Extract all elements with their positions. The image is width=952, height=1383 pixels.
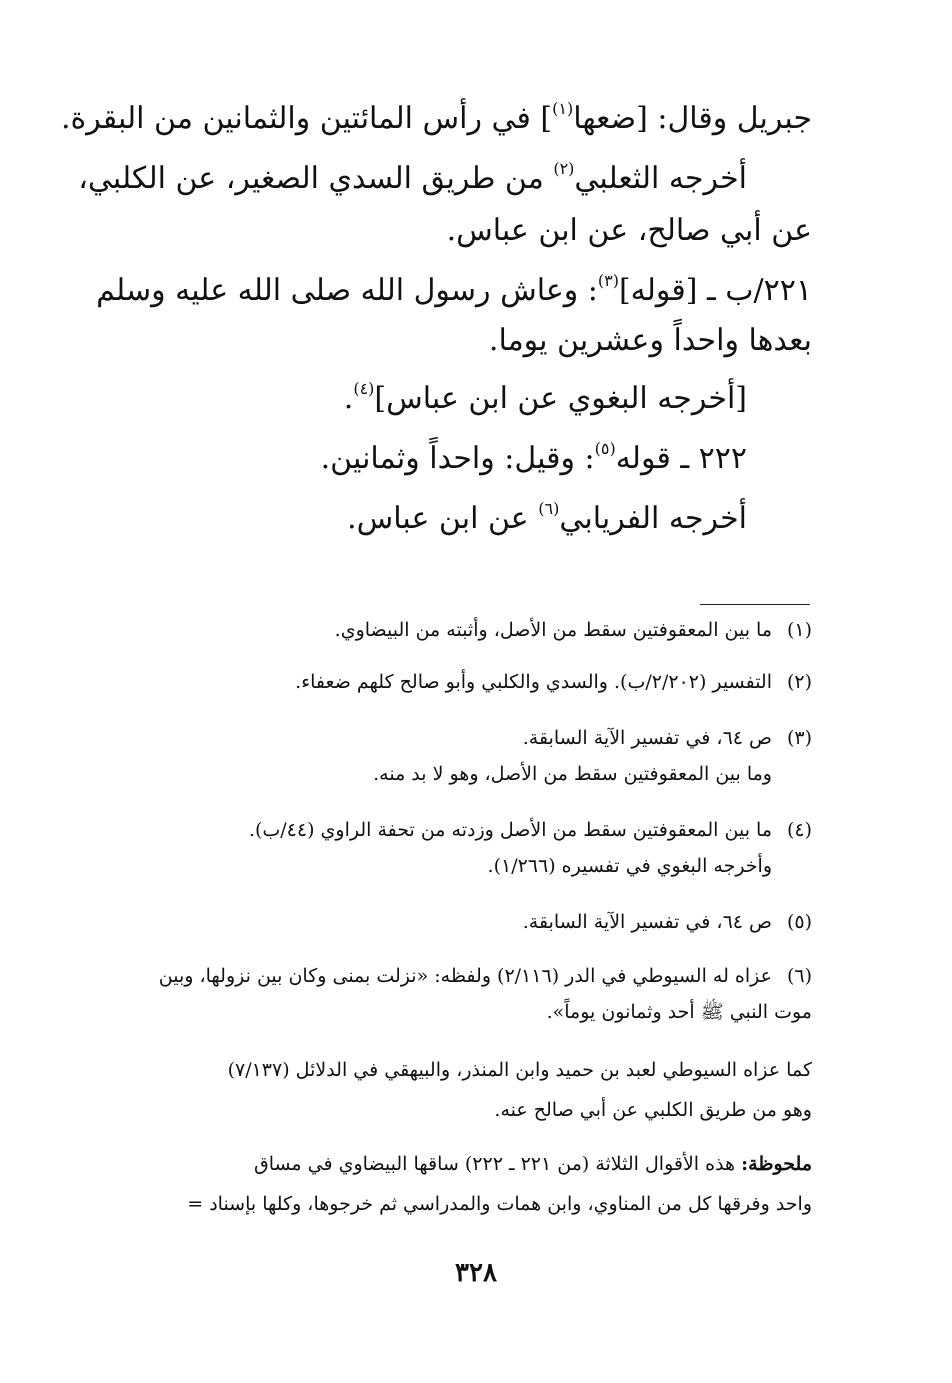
footnote-number: (٤) xyxy=(786,819,812,841)
main-text-line xyxy=(135,500,747,538)
footnote-ref[interactable]: (١) xyxy=(552,99,574,118)
footnote-text: التفسير (٢/٢٠٢/ب). والسدي والكلبي وأبو صالح كلهم ضعفاء. xyxy=(295,671,772,693)
text-segment: من طريق السدي الصغير، عن الكلبي، xyxy=(78,161,554,196)
footnote-number: (٣) xyxy=(786,727,812,749)
remark-paragraph xyxy=(110,1144,812,1224)
footnote-text: ص ٦٤، في تفسير الآية السابقة. xyxy=(522,727,772,749)
footnote-text: موت النبي ﷺ أحد وثمانون يوماً». xyxy=(546,1001,812,1023)
footnote-ref[interactable]: (٤) xyxy=(353,379,375,398)
main-text-line: بعدها واحداً وعشرين يوما. xyxy=(488,323,812,358)
entry-number: ٢٢٢ ـ قوله xyxy=(615,441,747,476)
text-segment: [أخرجه البغوي عن ابن عباس] xyxy=(374,381,747,416)
footnote-text: عزاه له السيوطي في الدر (٢/١١٦) ولفظه: «نزلت بمنى وكان بين نزولها، وبين xyxy=(158,965,772,987)
footnote-text: وهو من طريق الكلبي عن أبي صالح عنه. xyxy=(494,1099,812,1121)
footnote-text: ما بين المعقوفتين سقط من الأصل وزدته من تحفة الراوي (٤٤/ب). xyxy=(248,819,772,841)
main-text-line xyxy=(78,159,747,198)
remark-text: هذه الأقوال الثلاثة (من ٢٢١ ـ ٢٢٢) ساقها البيضاوي في مساق xyxy=(253,1153,742,1175)
footnote-4 xyxy=(110,812,812,884)
footnote-number: (١) xyxy=(786,619,812,641)
footnote-text: ص ٦٤، في تفسير الآية السابقة. xyxy=(522,911,772,933)
text-segment: . xyxy=(343,381,354,416)
footnote-number: (٦) xyxy=(786,965,812,987)
footnote-number: (٢) xyxy=(786,671,812,693)
footnote-1 xyxy=(110,612,812,648)
footnote-paragraph xyxy=(110,1050,812,1130)
main-text-line xyxy=(60,99,812,138)
footnote-ref[interactable]: (٣) xyxy=(597,271,619,290)
footnote-2 xyxy=(110,664,812,700)
main-text-line xyxy=(135,380,747,418)
footnote-3 xyxy=(110,720,812,792)
footnote-6 xyxy=(110,958,812,1030)
footnote-text: ما بين المعقوفتين سقط من الأصل، وأثبته من البيضاوي. xyxy=(334,619,772,641)
entry-number: ٢٢١/ب ـ [قوله] xyxy=(618,273,812,308)
footnote-number: (٥) xyxy=(786,911,812,933)
footnote-separator xyxy=(700,604,810,605)
text-segment: : وقيل: واحداً وثمانين. xyxy=(320,441,595,476)
footnote-ref[interactable]: (٦) xyxy=(538,499,560,518)
text-segment: : وعاش رسول الله صلى الله عليه وسلم xyxy=(96,273,598,308)
main-text-line xyxy=(135,440,747,478)
main-text-line: عن أبي صالح، عن ابن عباس. xyxy=(446,213,812,248)
text-segment: أخرجه الفريابي xyxy=(559,501,747,536)
text-segment: ] في رأس المائتين والثمانين من البقرة. xyxy=(60,101,553,136)
text-segment: أخرجه الثعلبي xyxy=(574,161,747,196)
footnote-5 xyxy=(110,904,812,940)
main-text-line xyxy=(96,271,812,310)
remark-text: واحد وفرقها كل من المناوي، وابن همات والمدراسي ثم خرجوها، وكلها بإسناد = xyxy=(187,1193,812,1215)
remark-label: ملحوظة: xyxy=(741,1153,812,1175)
text-segment: عن ابن عباس. xyxy=(347,501,539,536)
footnote-text: كما عزاه السيوطي لعبد بن حميد وابن المنذر، والبيهقي في الدلائل (٧/١٣٧) xyxy=(227,1059,812,1081)
footnote-ref[interactable]: (٢) xyxy=(553,159,575,178)
text-segment: جبريل وقال: [ضعها xyxy=(573,101,812,136)
page-number: ٣٢٨ xyxy=(455,1258,497,1288)
footnote-text: وأخرجه البغوي في تفسيره (١/٢٦٦). xyxy=(487,855,772,877)
footnote-text: وما بين المعقوفتين سقط من الأصل، وهو لا بد منه. xyxy=(373,763,772,785)
footnote-ref[interactable]: (٥) xyxy=(594,439,616,458)
